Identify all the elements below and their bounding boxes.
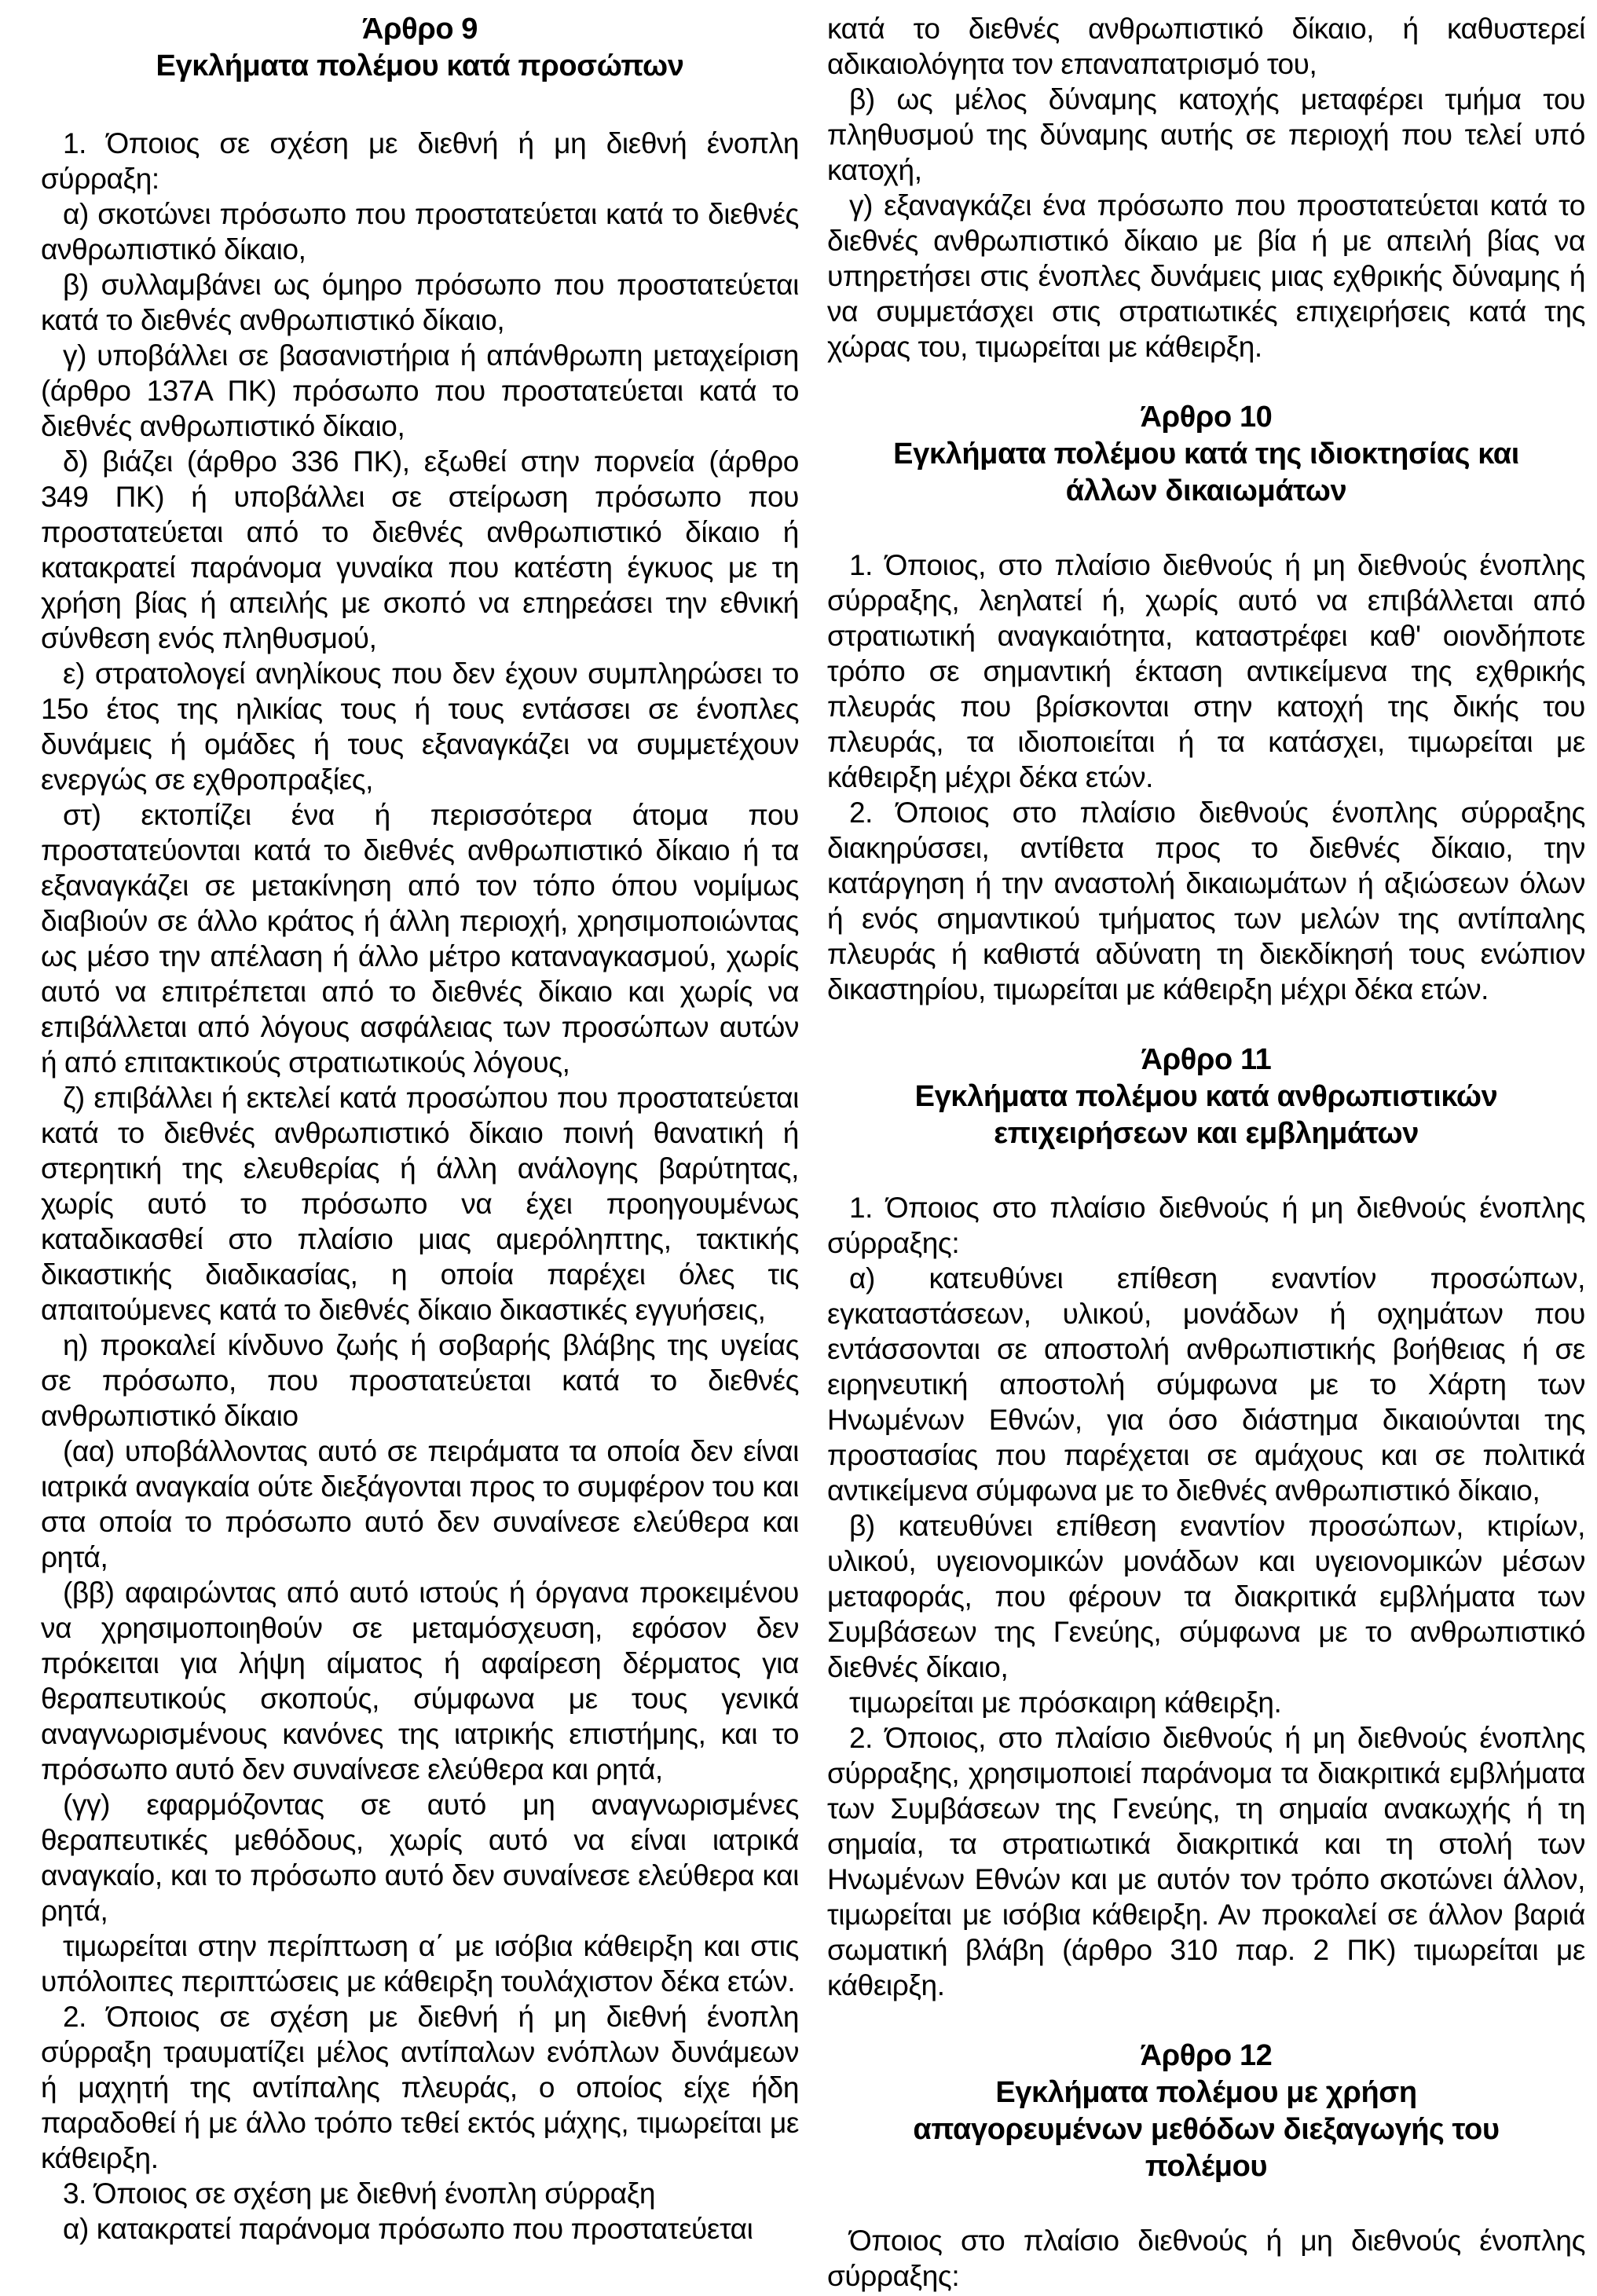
legal-paragraph: στ) εκτοπίζει ένα ή περισσότερα άτομα που προστατεύονται κατά το διεθνές ανθρωπιστικό δίκαιο ή τα εξαναγκάζει σε μετακίνηση από τον τόπο όπου νομίμως διαβιούν σε άλλο κράτος ή άλλη περιοχή, χρησιμοποιώντας ως μέσο την απέλαση ή άλλο μέτρο καταναγκασμού, χωρίς αυτό να επιτρέπεται από το διεθνές δίκαιο και χωρίς να επιβάλλεται από λόγους ασφάλειας των προσώπων αυτών ή από επιτακτικούς στρατιωτικούς λόγους, — [41, 799, 799, 1078]
article-11-number: Άρθρο 11 — [1141, 1043, 1272, 1076]
article-11-title: Εγκλήματα πολέμου κατά ανθρωπιστικών επιχειρήσεων και εμβλημάτων — [914, 1080, 1498, 1150]
legal-paragraph: γ) υποβάλλει σε βασανιστήρια ή απάνθρωπη μεταχείριση (άρθρο 137Α ΠΚ) πρόσωπο που προστατεύεται κατά το διεθνές ανθρωπιστικό δίκαιο, — [41, 339, 799, 442]
legal-paragraph: ε) στρατολογεί ανηλίκους που δεν έχουν συμπληρώσει το 15ο έτος της ηλικίας τους ή τους εντάσσει σε ένοπλες δυνάμεις ή ομάδες ή τους εξαναγκάζει να συμμετέχουν ενεργώς σε εχθροπραξίες, — [41, 657, 799, 796]
legal-paragraph: 1. Όποιος στο πλαίσιο διεθνούς ή μη διεθνούς ένοπλης σύρραξης: — [827, 1192, 1585, 1259]
legal-paragraph: τιμωρείται στην περίπτωση α΄ με ισόβια κάθειρξη και στις υπόλοιπες περιπτώσεις με κάθειρξη τουλάχιστον δέκα ετών. — [41, 1930, 799, 1998]
legal-paragraph: δ) βιάζει (άρθρο 336 ΠΚ), εξωθεί στην πορνεία (άρθρο 349 ΠΚ) ή υποβάλλει σε στείρωση πρόσωπο που προστατεύεται από το διεθνές ανθρωπιστικό δίκαιο ή κατακρατεί παράνομα γυναίκα που κατέστη έγκυος με τη χρήση βίας ή απειλής με σκοπό να επηρεάσει την εθνική σύνθεση ενός πληθυσμού, — [41, 445, 799, 654]
legal-paragraph: β) ως μέλος δύναμης κατοχής μεταφέρει τμήμα του πληθυσμού της δύναμης αυτής σε περιοχή που τελεί υπό κατοχή, — [827, 83, 1585, 186]
article-10-heading — [827, 399, 1585, 510]
legal-paragraph: α) κατακρατεί παράνομα πρόσωπο που προστατεύεται — [63, 2213, 753, 2245]
legal-paragraph: 2. Όποιος, στο πλαίσιο διεθνούς ή μη διεθνούς ένοπλης σύρραξης, χρησιμοποιεί παράνομα τα διακριτικά εμβλήματα των Συμβάσεων της Γενεύης, τη σημαία ανακωχής ή τη σημαία, τα στρατιωτικά διακριτικά και τη στολή των Ηνωμένων Εθνών και με αυτόν τον τρόπο σκοτώνει άλλον, τιμωρείται με ισόβια κάθειρξη. Αν προκαλεί σε άλλον βαριά σωματική βλάβη (άρθρο 310 παρ. 2 ΠΚ) τιμωρείται με κάθειρξη. — [827, 1722, 1585, 2001]
legal-paragraph: γ) εξαναγκάζει ένα πρόσωπο που προστατεύεται κατά το διεθνές ανθρωπιστικό δίκαιο με βία ή με απειλή βίας να υπηρετήσει στις ένοπλες δυνάμεις μιας εχθρικής δύναμης ή να συμμετάσχει στις στρατιωτικές επιχειρήσεις κατά της χώρας του, τιμωρείται με κάθειρξη. — [827, 189, 1585, 363]
legal-paragraph: β) συλλαμβάνει ως όμηρο πρόσωπο που προστατεύεται κατά το διεθνές ανθρωπιστικό δίκαιο, — [41, 269, 799, 336]
legal-paragraph: 1. Όποιος σε σχέση με διεθνή ή μη διεθνή ένοπλη σύρραξη: — [41, 127, 799, 195]
article-12-number: Άρθρο 12 — [1140, 2039, 1273, 2072]
legal-paragraph: α) κατευθύνει επίθεση εναντίον προσώπων, εγκαταστάσεων, υλικού, μονάδων ή οχημάτων που εντάσσονται σε αποστολή ανθρωπιστικής βοήθειας ή σε ειρηνευτική αποστολή σύμφωνα με το Χάρτη των Ηνωμένων Εθνών, για όσο διάστημα δικαιούνται της προστασίας που παρέχεται σε αμάχους και σε πολιτικά αντικείμενα σύμφωνα με το διεθνές ανθρωπιστικό δίκαιο, — [827, 1262, 1585, 1507]
article-10-number: Άρθρο 10 — [1140, 401, 1273, 434]
legal-paragraph: κατά το διεθνές ανθρωπιστικό δίκαιο, ή καθυστερεί αδικαιολόγητα τον επαναπατρισμό του, — [827, 13, 1585, 80]
legal-paragraph: 2. Όποιος σε σχέση με διεθνή ή μη διεθνή ένοπλη σύρραξη τραυματίζει μέλος αντίπαλων ενόπλων δυνάμεων ή μαχητή της αντίπαλης πλευράς, ο οποίος είχε ήδη παραδοθεί ή με άλλο τρόπο τεθεί εκτός μάχης, τιμωρείται με κάθειρξη. — [41, 2001, 799, 2174]
article-9-title: Εγκλήματα πολέμου κατά προσώπων — [156, 49, 684, 82]
article-12-heading — [827, 2038, 1585, 2185]
legal-paragraph: 1. Όποιος, στο πλαίσιο διεθνούς ή μη διεθνούς ένοπλης σύρραξης, λεηλατεί ή, χωρίς αυτό να επιβάλλεται από στρατιωτική αναγκαιότητα, καταστρέφει καθ' οιονδήποτε τρόπο σε σημαντική έκταση αντικείμενα της εχθρικής πλευράς που βρίσκονται στην κατοχή της δικής του πλευράς, τα ιδιοποιείται ή τα κατάσχει, τιμωρείται με κάθειρξη μέχρι δέκα ετών. — [827, 549, 1585, 793]
article-10-title: Εγκλήματα πολέμου κατά της ιδιοκτησίας και άλλων δικαιωμάτων — [893, 438, 1519, 507]
left-column — [41, 11, 799, 2296]
legal-paragraph: η) προκαλεί κίνδυνο ζωής ή σοβαρής βλάβης της υγείας σε πρόσωπο, που προστατεύεται κατά το διεθνές ανθρωπιστικό δίκαιο — [41, 1329, 799, 1432]
legal-paragraph: 2. Όποιος στο πλαίσιο διεθνούς ένοπλης σύρραξης διακηρύσσει, αντίθετα προς το διεθνές δίκαιο, την κατάργηση ή την αναστολή δικαιωμάτων ή αξιώσεων όλων ή ενός σημαντικού τμήματος των μελών της αντίπαλης πλευράς ή καθιστά αδύνατη τη διεκδίκησή τους ενώπιον δικαστηρίου, τιμωρείται με κάθειρξη μέχρι δέκα ετών. — [827, 796, 1585, 1005]
legal-paragraph: 3. Όποιος σε σχέση με διεθνή ένοπλη σύρραξη — [63, 2177, 656, 2210]
article-12-title: Εγκλήματα πολέμου με χρήση απαγορευμένων μεθόδων διεξαγωγής του πολέμου — [913, 2076, 1500, 2183]
legal-paragraph: (αα) υποβάλλοντας αυτό σε πειράματα τα οποία δεν είναι ιατρικά αναγκαία ούτε διεξάγονται προς το συμφέρον του και στα οποία το πρόσωπο αυτό δεν συναίνεσε ελεύθερα και ρητά, — [41, 1435, 799, 1573]
legal-paragraph: τιμωρείται με πρόσκαιρη κάθειρξη. — [849, 1686, 1282, 1719]
article-11-heading — [827, 1042, 1585, 1152]
article-9-heading — [41, 11, 799, 85]
legal-paragraph: β) κατευθύνει επίθεση εναντίον προσώπων, κτιρίων, υλικού, υγειονομικών μονάδων και υγειονομικών μέσων μεταφοράς, που φέρουν τα διακριτικά εμβλήματα των Συμβάσεων της Γενεύης, σύμφωνα με το ανθρωπιστικό διεθνές δίκαιο, — [827, 1510, 1585, 1683]
article-9-number: Άρθρο 9 — [361, 13, 478, 46]
legal-paragraph: α) σκοτώνει πρόσωπο που προστατεύεται κατά το διεθνές ανθρωπιστικό δίκαιο, — [41, 198, 799, 265]
legal-paragraph: (γγ) εφαρμόζοντας σε αυτό μη αναγνωρισμένες θεραπευτικές μεθόδους, χωρίς αυτό να είναι ιατρικά αναγκαίο, και το πρόσωπο αυτό δεν συναίνεσε ελεύθερα και ρητά, — [41, 1789, 799, 1927]
legal-paragraph: (ββ) αφαιρώντας από αυτό ιστούς ή όργανα προκειμένου να χρησιμοποιηθούν σε μεταμόσχευση, εφόσον δεν πρόκειται για λήψη αίματος ή αφαίρεση δέρματος για θεραπευτικούς σκοπούς, σύμφωνα με τους γενικά αναγνωρισμένους κανόνες της ιατρικής επιστήμης, και το πρόσωπο αυτό δεν συναίνεσε ελεύθερα και ρητά, — [41, 1576, 799, 1785]
legal-paragraph: Όποιος στο πλαίσιο διεθνούς ή μη διεθνούς ένοπλης σύρραξης: — [827, 2225, 1585, 2292]
right-column — [827, 11, 1585, 2296]
legal-paragraph: ζ) επιβάλλει ή εκτελεί κατά προσώπου που προστατεύεται κατά το διεθνές ανθρωπιστικό δίκαιο ποινή θανατική ή στερητική της ελευθερίας ή άλλη ανάλογης βαρύτητας, χωρίς αυτό το πρόσωπο να έχει προηγουμένως καταδικασθεί στο πλαίσιο μιας αμερόληπτης, τακτικής δικαστικής διαδικασίας, η οποία παρέχει όλες τις απαιτούμενες κατά το διεθνές δίκαιο δικαστικές εγγυήσεις, — [41, 1082, 799, 1326]
